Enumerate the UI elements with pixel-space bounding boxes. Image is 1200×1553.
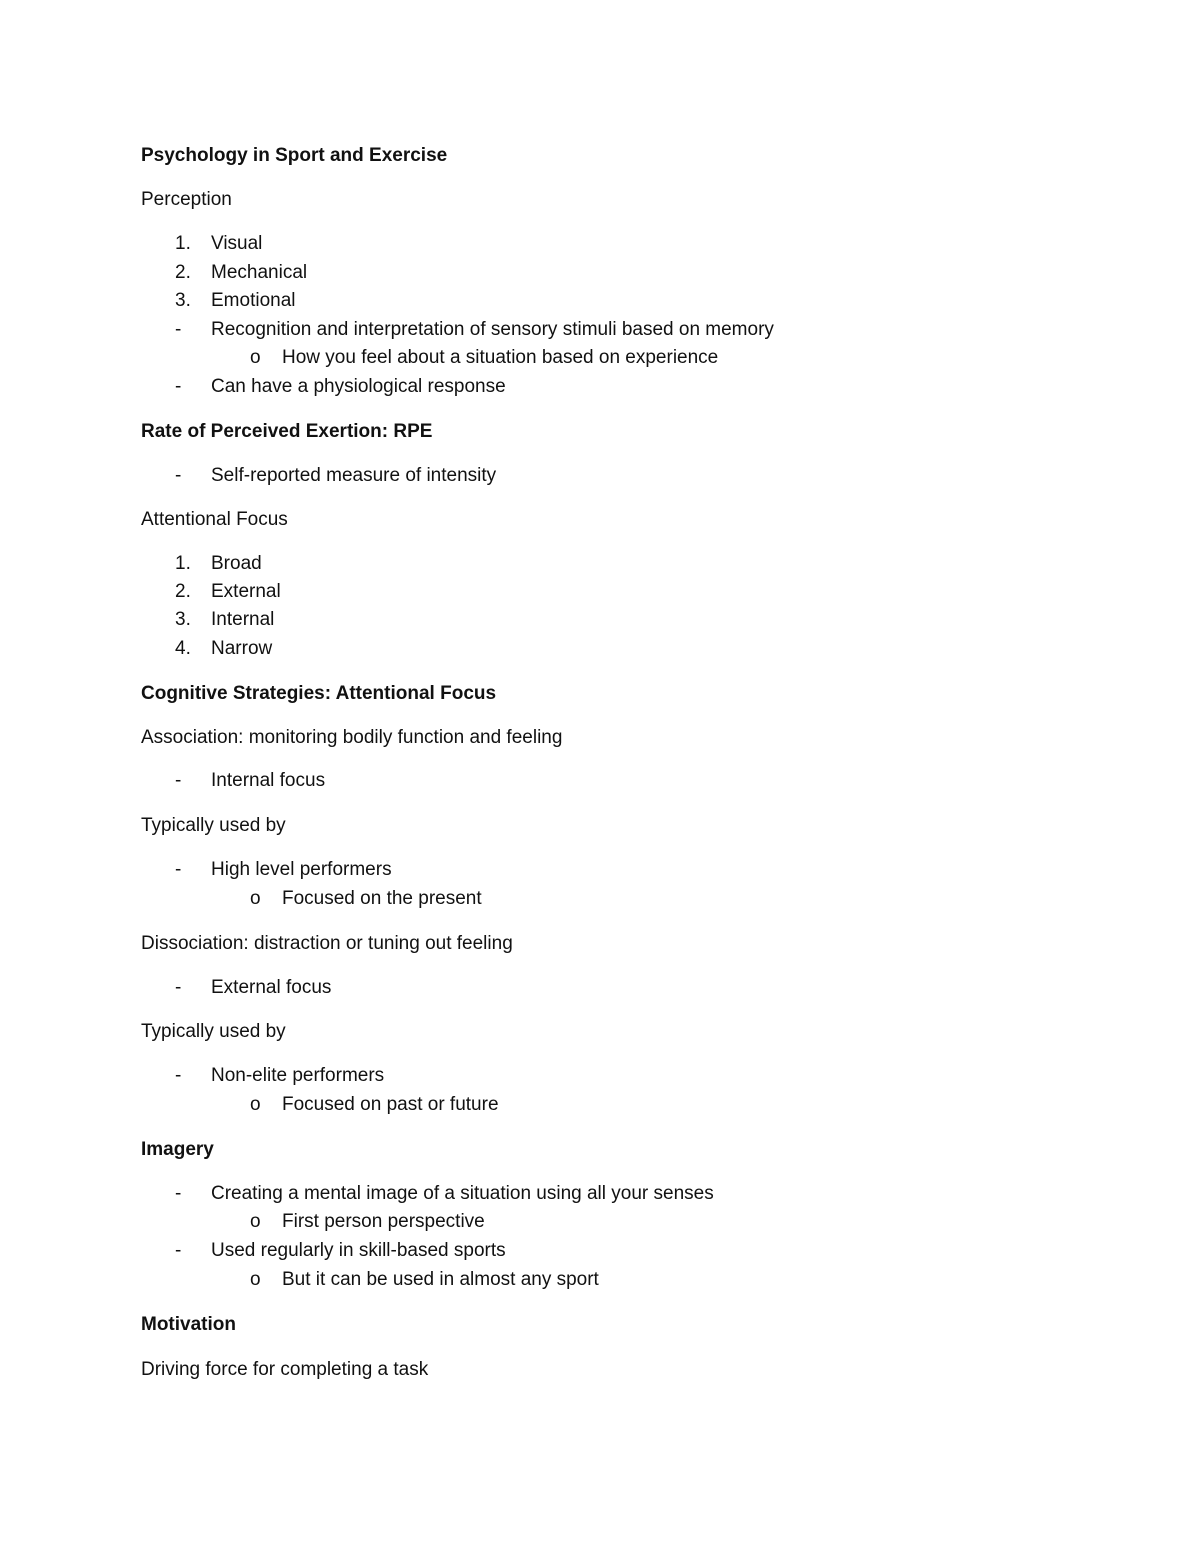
paragraph-dissociation: Dissociation: distraction or tuning out feeling <box>141 933 513 954</box>
dash-bullet: - <box>175 319 182 340</box>
dash-bullet: - <box>175 1240 182 1261</box>
dash-bullet: - <box>175 770 182 791</box>
list-item: External <box>211 581 281 602</box>
list-item: Can have a physiological response <box>211 376 506 397</box>
list-marker: 1. <box>175 553 191 574</box>
list-item: Mechanical <box>211 262 308 283</box>
list-item: But it can be used in almost any sport <box>282 1269 599 1290</box>
list-marker: 2. <box>175 581 191 602</box>
list-item: Broad <box>211 553 262 574</box>
list-item: Visual <box>211 233 263 254</box>
list-item: External focus <box>211 977 332 998</box>
list-item: Recognition and interpretation of sensory stimuli based on memory <box>211 319 774 340</box>
list-item: Self-reported measure of intensity <box>211 465 497 486</box>
list-item: Non-elite performers <box>211 1065 385 1086</box>
list-item: Focused on the present <box>282 888 482 909</box>
section-heading-imagery: Imagery <box>141 1139 214 1160</box>
document-title: Psychology in Sport and Exercise <box>141 145 448 166</box>
circle-bullet: o <box>250 1211 261 1232</box>
paragraph-typically-used: Typically used by <box>141 815 286 836</box>
list-marker: 3. <box>175 609 191 630</box>
section-heading-attentional-focus: Attentional Focus <box>141 509 288 530</box>
list-item: Used regularly in skill-based sports <box>211 1240 506 1261</box>
dash-bullet: - <box>175 465 182 486</box>
list-item: High level performers <box>211 859 392 880</box>
paragraph-motivation: Driving force for completing a task <box>141 1359 429 1380</box>
section-heading-cognitive-strategies: Cognitive Strategies: Attentional Focus <box>141 683 497 704</box>
list-item: Emotional <box>211 290 296 311</box>
dash-bullet: - <box>175 977 182 998</box>
section-heading-rpe: Rate of Perceived Exertion: RPE <box>141 421 433 442</box>
list-item: Internal <box>211 609 275 630</box>
list-item: Creating a mental image of a situation using all your senses <box>211 1183 714 1204</box>
paragraph-association: Association: monitoring bodily function and feeling <box>141 727 563 748</box>
circle-bullet: o <box>250 888 261 909</box>
dash-bullet: - <box>175 1065 182 1086</box>
list-item: Narrow <box>211 638 273 659</box>
section-heading-motivation: Motivation <box>141 1314 236 1335</box>
circle-bullet: o <box>250 1094 261 1115</box>
list-marker: 3. <box>175 290 191 311</box>
dash-bullet: - <box>175 1183 182 1204</box>
dash-bullet: - <box>175 376 182 397</box>
list-item: Internal focus <box>211 770 326 791</box>
list-marker: 4. <box>175 638 191 659</box>
list-item: Focused on past or future <box>282 1094 499 1115</box>
list-item: How you feel about a situation based on experience <box>282 347 719 368</box>
dash-bullet: - <box>175 859 182 880</box>
paragraph-typically-used: Typically used by <box>141 1021 286 1042</box>
section-heading-perception: Perception <box>141 189 232 210</box>
list-marker: 1. <box>175 233 191 254</box>
circle-bullet: o <box>250 347 261 368</box>
list-item: First person perspective <box>282 1211 485 1232</box>
circle-bullet: o <box>250 1269 261 1290</box>
list-marker: 2. <box>175 262 191 283</box>
